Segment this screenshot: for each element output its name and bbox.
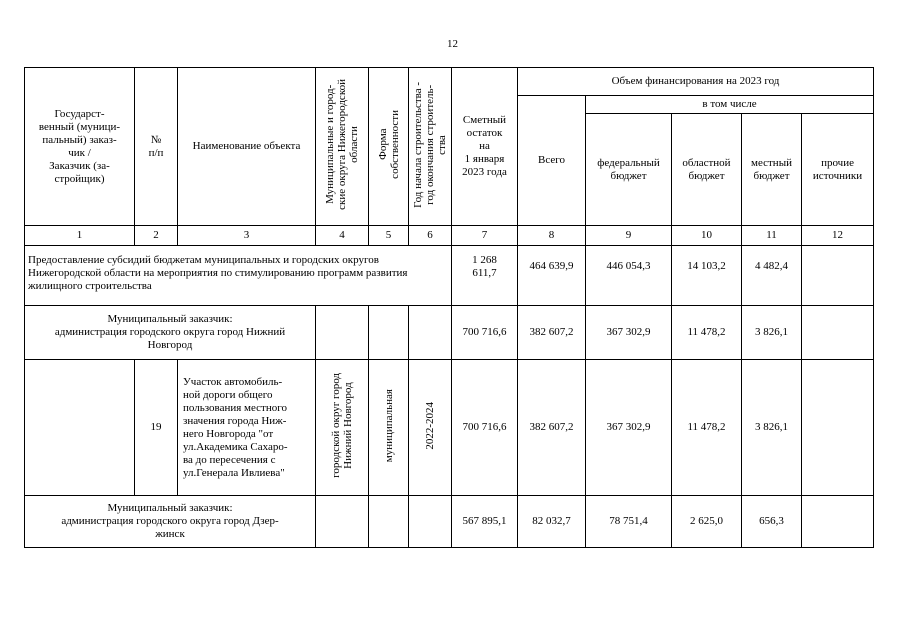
column-number: 10 <box>672 226 742 246</box>
subsidy-remainder: 1 268 611,7 <box>452 246 518 306</box>
financing-table <box>24 67 874 548</box>
object-19-name: Участок автомобиль- ной дороги общего пользования местного значения города Ниж- него Новгорода "от ул.Академика Сахаро- ва до пересечения с ул.Генерала Ивлиева" <box>178 360 316 496</box>
subsidy-regional: 14 103,2 <box>672 246 742 306</box>
customer-dz-other <box>802 496 874 548</box>
customer-nn-other <box>802 306 874 360</box>
subsidy-federal: 446 054,3 <box>586 246 672 306</box>
header-other: прочие источники <box>802 114 874 226</box>
customer-nn-local: 3 826,1 <box>742 306 802 360</box>
customer-nn-remainder: 700 716,6 <box>452 306 518 360</box>
header-total: Всего <box>518 96 586 226</box>
object-19-remainder: 700 716,6 <box>452 360 518 496</box>
object-19-total: 382 607,2 <box>518 360 586 496</box>
customer-dz-label: Муниципальный заказчик: администрация городского округа город Дзер- жинск <box>25 496 316 548</box>
customer-nn-regional: 11 478,2 <box>672 306 742 360</box>
column-number-row <box>25 226 874 246</box>
table-row-object-19 <box>25 360 874 496</box>
column-number: 6 <box>409 226 452 246</box>
subsidy-total: 464 639,9 <box>518 246 586 306</box>
header-regional: областной бюджет <box>672 114 742 226</box>
header-local: местный бюджет <box>742 114 802 226</box>
customer-dz-regional: 2 625,0 <box>672 496 742 548</box>
object-19-other <box>802 360 874 496</box>
empty-cell <box>369 496 409 548</box>
empty-cell <box>316 306 369 360</box>
header-financing-2023: Объем финансирования на 2023 год <box>518 68 874 96</box>
customer-dz-total: 82 032,7 <box>518 496 586 548</box>
customer-dz-remainder: 567 895,1 <box>452 496 518 548</box>
customer-nn-federal: 367 302,9 <box>586 306 672 360</box>
column-number: 8 <box>518 226 586 246</box>
table-row-subsidy <box>25 246 874 306</box>
object-19-years: 2022-2024 <box>409 360 452 496</box>
object-19-ownership: муниципальная <box>369 360 409 496</box>
object-19-number: 19 <box>135 360 178 496</box>
customer-dz-federal: 78 751,4 <box>586 496 672 548</box>
empty-cell <box>409 496 452 548</box>
subsidy-other <box>802 246 874 306</box>
empty-cell <box>409 306 452 360</box>
column-number: 12 <box>802 226 874 246</box>
empty-cell <box>369 306 409 360</box>
table-row-customer-dz <box>25 496 874 548</box>
object-19-federal: 367 302,9 <box>586 360 672 496</box>
header-ownership: Форма собственности <box>369 68 409 226</box>
subsidy-label: Предоставление субсидий бюджетам муниципальных и городских округов Нижегородской области на мероприятия по стимулированию программ развития жилищного строительства <box>25 246 452 306</box>
object-19-municipality: городской округ город Нижний Новгород <box>316 360 369 496</box>
header-years: Год начала строительства - год окончания строитель- ства <box>409 68 452 226</box>
column-number: 7 <box>452 226 518 246</box>
object-19-regional: 11 478,2 <box>672 360 742 496</box>
header-estimate-remainder: Сметный остаток на 1 января 2023 года <box>452 68 518 226</box>
customer-nn-label: Муниципальный заказчик: администрация городского округа город Нижний Новгород <box>25 306 316 360</box>
header-object-name: Наименование объекта <box>178 68 316 226</box>
header-municipalities: Муниципальные и город- ские округа Нижегородской области <box>316 68 369 226</box>
column-number: 2 <box>135 226 178 246</box>
page-number: 12 <box>447 38 458 50</box>
header-including: в том числе <box>586 96 874 114</box>
subsidy-local: 4 482,4 <box>742 246 802 306</box>
column-number: 5 <box>369 226 409 246</box>
column-number: 1 <box>25 226 135 246</box>
column-number: 11 <box>742 226 802 246</box>
header-number: № п/п <box>135 68 178 226</box>
column-number: 3 <box>178 226 316 246</box>
column-number: 4 <box>316 226 369 246</box>
header-customer: Государст- венный (муници- пальный) заказ- чик / Заказчик (за- стройщик) <box>25 68 135 226</box>
header-federal: федеральный бюджет <box>586 114 672 226</box>
table-row-customer-nn <box>25 306 874 360</box>
customer-nn-total: 382 607,2 <box>518 306 586 360</box>
empty-cell <box>25 360 135 496</box>
column-number: 9 <box>586 226 672 246</box>
customer-dz-local: 656,3 <box>742 496 802 548</box>
empty-cell <box>316 496 369 548</box>
object-19-local: 3 826,1 <box>742 360 802 496</box>
